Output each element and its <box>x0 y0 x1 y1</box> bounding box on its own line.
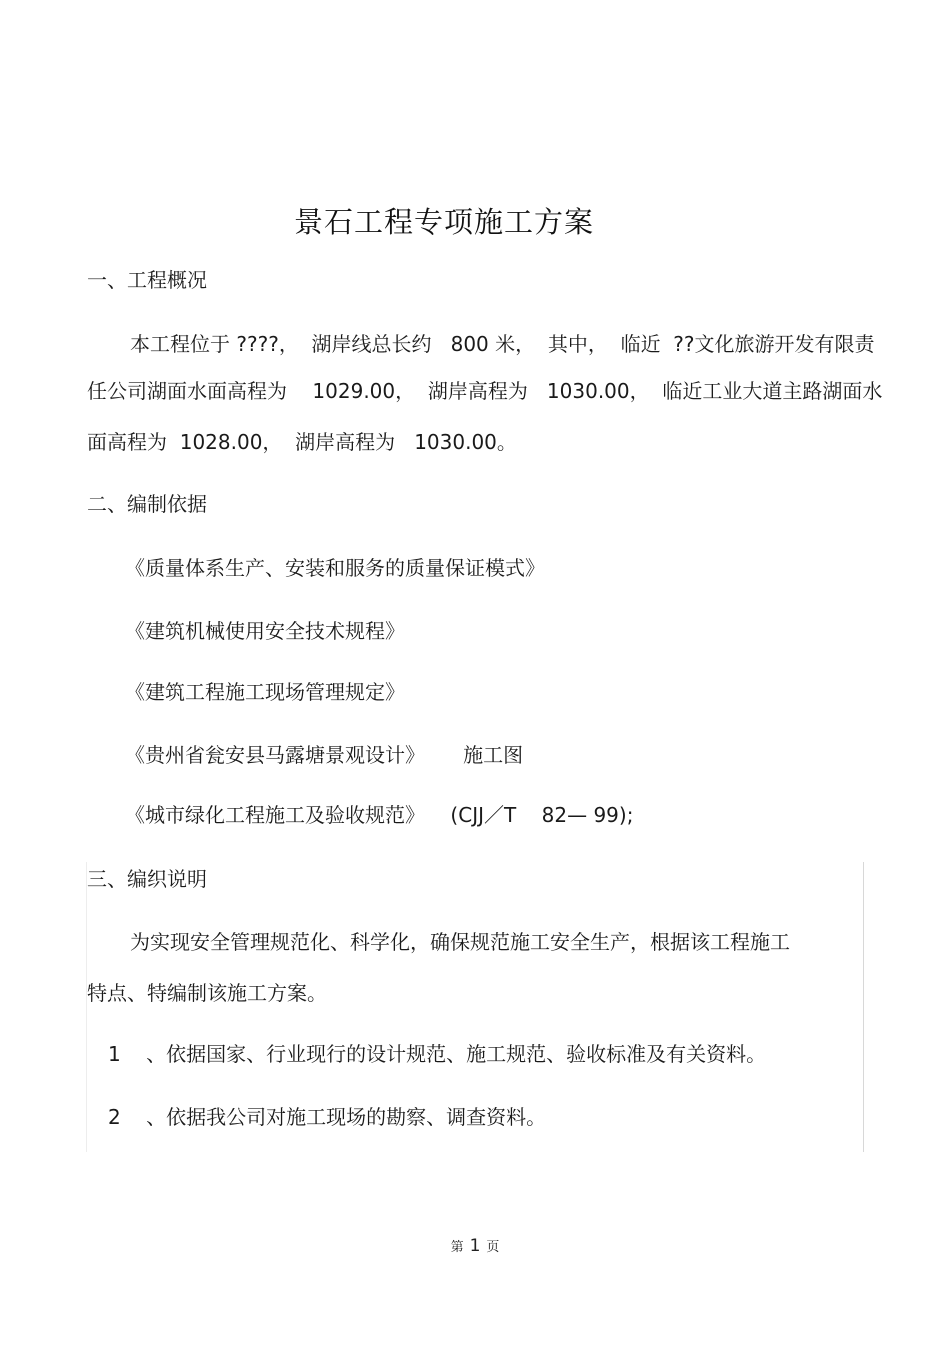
numbered-item: 2 、依据我公司对施工现场的勘察、调查资料。 <box>108 1105 547 1129</box>
footer-suffix: 页 <box>486 1240 500 1255</box>
reference-item: 《贵州省瓮安县马露塘景观设计》 施工图 <box>125 743 524 767</box>
reference-item: 《质量体系生产、安装和服务的质量保证模式》 <box>125 556 545 580</box>
page-footer <box>0 1236 950 1256</box>
section-heading-basis: 二、编制依据 <box>87 492 207 516</box>
reference-item: 《建筑机械使用安全技术规程》 <box>125 619 405 643</box>
section-heading-explanation: 三、编织说明 <box>87 867 207 891</box>
footer-prefix: 第 <box>450 1240 464 1255</box>
paragraph-line: 本工程位于 ????， 湖岸线总长约 800 米， 其中， 临近 ??文化旅游开发有限责 <box>130 332 875 356</box>
document-title: 景石工程专项施工方案 <box>293 205 594 239</box>
reference-item: 《城市绿化工程施工及验收规范》 (CJJ／T 82— 99); <box>125 803 634 827</box>
paragraph-line: 任公司湖面水面高程为 1029.00， 湖岸高程为 1030.00， 临近工业大道主路湖面水 <box>87 379 883 403</box>
page-number: 1 <box>469 1236 481 1256</box>
reference-item: 《建筑工程施工现场管理规定》 <box>125 680 405 704</box>
paragraph-line: 面高程为 1028.00， 湖岸高程为 1030.00。 <box>87 430 517 454</box>
paragraph-line: 特点、特编制该施工方案。 <box>87 981 327 1005</box>
numbered-item: 1 、依据国家、行业现行的设计规范、施工规范、验收标准及有关资料。 <box>108 1042 767 1066</box>
paragraph-line: 为实现安全管理规范化、科学化，确保规范施工安全生产，根据该工程施工 <box>130 930 790 954</box>
frame-border-right <box>863 862 864 1152</box>
frame-border-left <box>86 862 87 1152</box>
section-heading-overview: 一、工程概况 <box>87 268 207 292</box>
